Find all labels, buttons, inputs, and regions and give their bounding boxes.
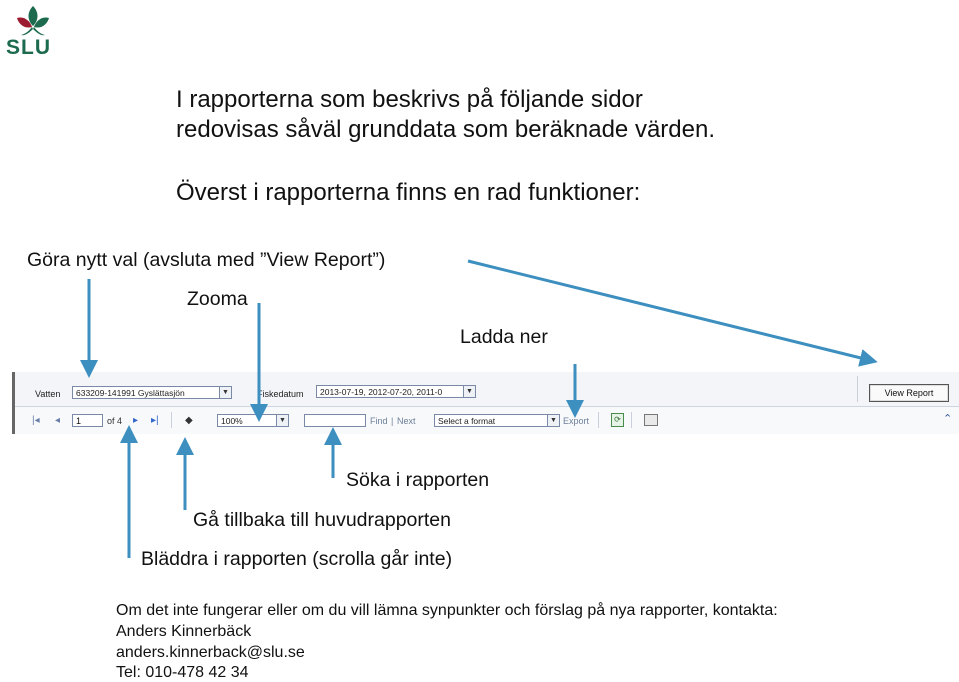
page-count: of 4 <box>107 416 123 426</box>
refresh-icon[interactable]: ⟳ <box>611 413 624 427</box>
intro-line-2: redovisas såväl grunddata som beräknade värden. <box>176 116 715 143</box>
chevron-down-icon: ▼ <box>463 386 475 397</box>
callout-search: Söka i rapporten <box>346 469 490 491</box>
export-link[interactable]: Export <box>563 416 590 426</box>
contact-name: Anders Kinnerbäck <box>116 623 252 640</box>
find-link[interactable]: Find <box>370 416 388 426</box>
export-format-value: Select a format <box>438 416 496 426</box>
intro-line-3: Överst i rapporterna finns en rad funktioner: <box>176 179 641 206</box>
collapse-icon[interactable]: ⌃ <box>943 413 953 425</box>
contact-phone: Tel: 010-478 42 34 <box>116 664 249 681</box>
callout-new-selection: Göra nytt val (avsluta med ”View Report”) <box>27 249 386 271</box>
next-page-icon[interactable]: ▸ <box>133 415 139 426</box>
zoom-value: 100% <box>221 416 243 426</box>
prev-page-icon[interactable]: ◂ <box>55 415 61 426</box>
logo-text: SLU <box>6 36 51 59</box>
callout-download: Ladda ner <box>460 326 548 348</box>
fiskedatum-label: Fiskedatum <box>257 389 304 399</box>
arrow-to-view-report <box>468 261 869 360</box>
last-page-icon[interactable]: ▸| <box>151 415 159 426</box>
next-link[interactable]: Next <box>397 416 416 426</box>
vatten-label: Vatten <box>35 389 61 399</box>
callout-zoom: Zooma <box>187 288 248 310</box>
chevron-down-icon: ▼ <box>276 415 288 426</box>
chevron-down-icon: ▼ <box>219 387 231 398</box>
fiskedatum-value: 2013-07-19, 2012-07-20, 2011-0 <box>320 387 443 397</box>
vatten-value: 633209-141991 Gyslättasjön <box>76 388 185 398</box>
page-number-input[interactable]: 1 <box>72 414 103 427</box>
intro-line-1: I rapporterna som beskrivs på följande sidor <box>176 86 643 113</box>
callout-browse: Bläddra i rapporten (scrolla går inte) <box>141 548 453 570</box>
find-separator: | <box>391 416 394 426</box>
contact-intro: Om det inte fungerar eller om du vill lämna synpunkter och förslag på nya rapporter, kontakta: <box>116 602 778 619</box>
callout-back: Gå tillbaka till huvudrapporten <box>193 509 451 531</box>
view-report-button[interactable]: View Report <box>869 384 949 402</box>
first-page-icon[interactable]: |◂ <box>32 415 40 426</box>
contact-email[interactable]: anders.kinnerback@slu.se <box>116 644 305 661</box>
back-to-parent-icon[interactable]: ◆ <box>185 415 193 426</box>
chevron-down-icon: ▼ <box>547 415 559 426</box>
